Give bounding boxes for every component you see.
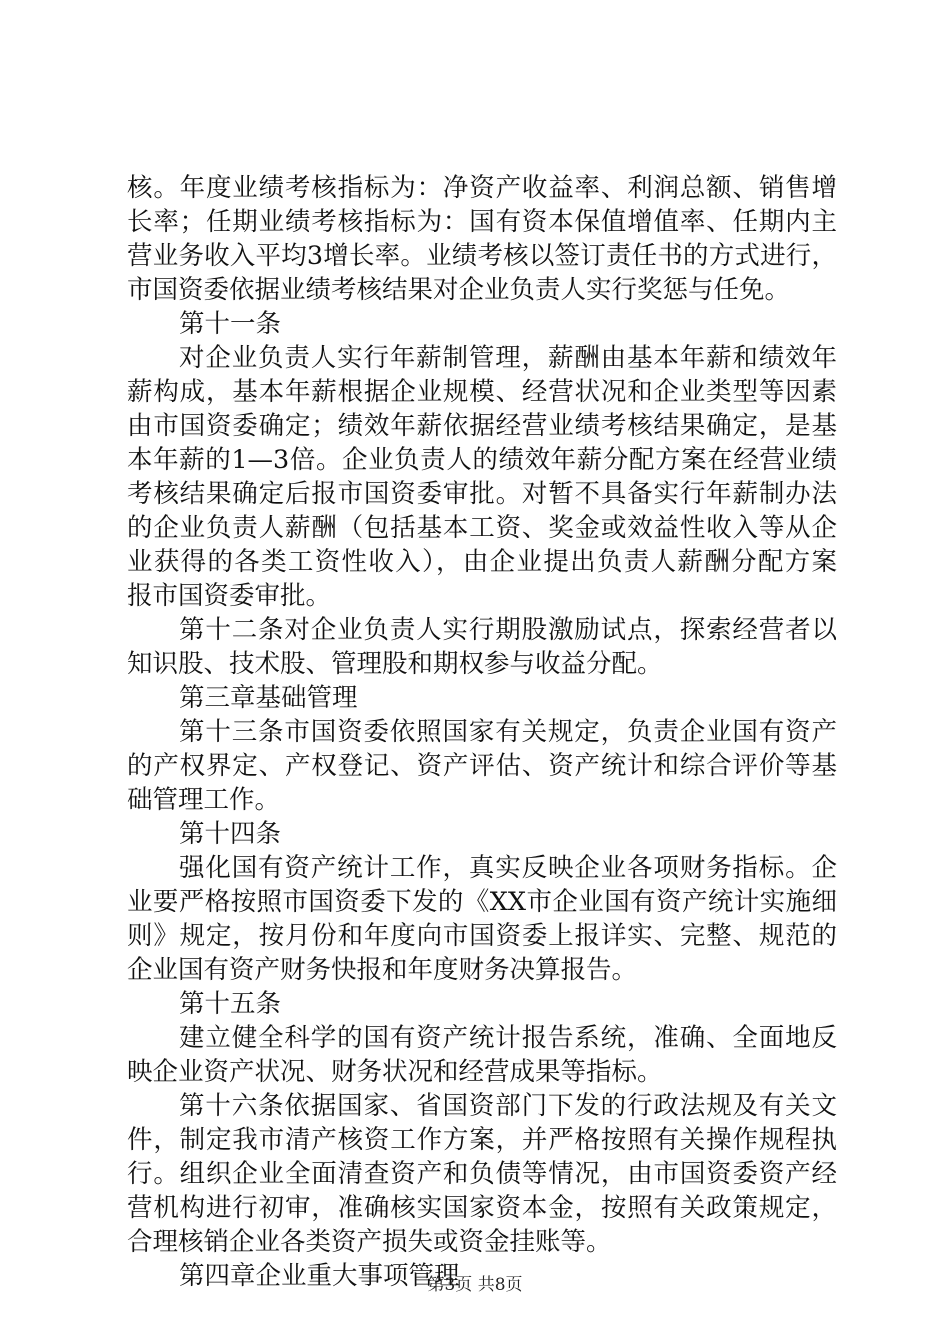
text-line: 核。年度业绩考核指标为：净资产收益率、利润总额、销售增 <box>127 173 837 203</box>
text-line: 件，制定我市清产核资工作方案，并严格按照有关操作规程执 <box>127 1125 837 1155</box>
text-line: 营机构进行初审，准确核实国家资本金，按照有关政策规定， <box>127 1193 837 1223</box>
text-line: 第十六条依据国家、省国资部门下发的行政法规及有关文 <box>179 1091 837 1121</box>
text-line: 薪构成，基本年薪根据企业规模、经营状况和企业类型等因素 <box>127 377 837 407</box>
text-line: 对企业负责人实行年薪制管理，薪酬由基本年薪和绩效年 <box>179 343 837 373</box>
text-line: 长率；任期业绩考核指标为：国有资本保值增值率、任期内主 <box>127 207 837 237</box>
text-line: 第十二条对企业负责人实行期股激励试点，探索经营者以 <box>179 615 837 645</box>
text-line: 础管理工作。 <box>127 785 281 815</box>
text-line: 业获得的各类工资性收入），由企业提出负责人薪酬分配方案 <box>127 547 837 577</box>
document-body <box>127 171 837 1293</box>
text-line: 报市国资委审批。 <box>127 581 332 611</box>
text-line: 的企业负责人薪酬（包括基本工资、奖金或效益性收入等从企 <box>127 513 837 543</box>
text-line: 建立健全科学的国有资产统计报告系统，准确、全面地反 <box>179 1023 837 1053</box>
text-line: 本年薪的1—3倍。企业负责人的绩效年薪分配方案在经营业绩 <box>127 445 837 475</box>
text-line: 的产权界定、产权登记、资产评估、资产统计和综合评价等基 <box>127 751 837 781</box>
text-line: 映企业资产状况、财务状况和经营成果等指标。 <box>127 1057 663 1087</box>
text-line: 市国资委依据业绩考核结果对企业负责人实行奖惩与任免。 <box>127 275 791 305</box>
text-line: 由市国资委确定；绩效年薪依据经营业绩考核结果确定，是基 <box>127 411 837 441</box>
text-line: 营业务收入平均3增长率。业绩考核以签订责任书的方式进行， <box>127 241 837 271</box>
text-line: 强化国有资产统计工作，真实反映企业各项财务指标。企 <box>179 853 837 883</box>
chapter-heading: 第四章企业重大事项管理 <box>179 1261 460 1291</box>
text-line: 合理核销企业各类资产损失或资金挂账等。 <box>127 1227 612 1257</box>
chapter-heading: 第三章基础管理 <box>179 683 358 713</box>
text-line: 第十三条市国资委依照国家有关规定，负责企业国有资产 <box>179 717 837 747</box>
article-heading: 第十五条 <box>179 989 282 1019</box>
text-line: 考核结果确定后报市国资委审批。对暂不具备实行年薪制办法 <box>127 479 837 509</box>
text-line: 行。组织企业全面清查资产和负债等情况，由市国资委资产经 <box>127 1159 837 1189</box>
text-line: 则》规定，按月份和年度向市国资委上报详实、完整、规范的 <box>127 921 837 951</box>
text-line: 知识股、技术股、管理股和期权参与收益分配。 <box>127 649 663 679</box>
text-line: 业要严格按照市国资委下发的《XX市企业国有资产统计实施细 <box>127 887 837 917</box>
article-heading: 第十一条 <box>179 309 282 339</box>
text-line: 企业国有资产财务快报和年度财务决算报告。 <box>127 955 638 985</box>
article-heading: 第十四条 <box>179 819 282 849</box>
page-number: 第3页 共8页 <box>427 1275 523 1295</box>
